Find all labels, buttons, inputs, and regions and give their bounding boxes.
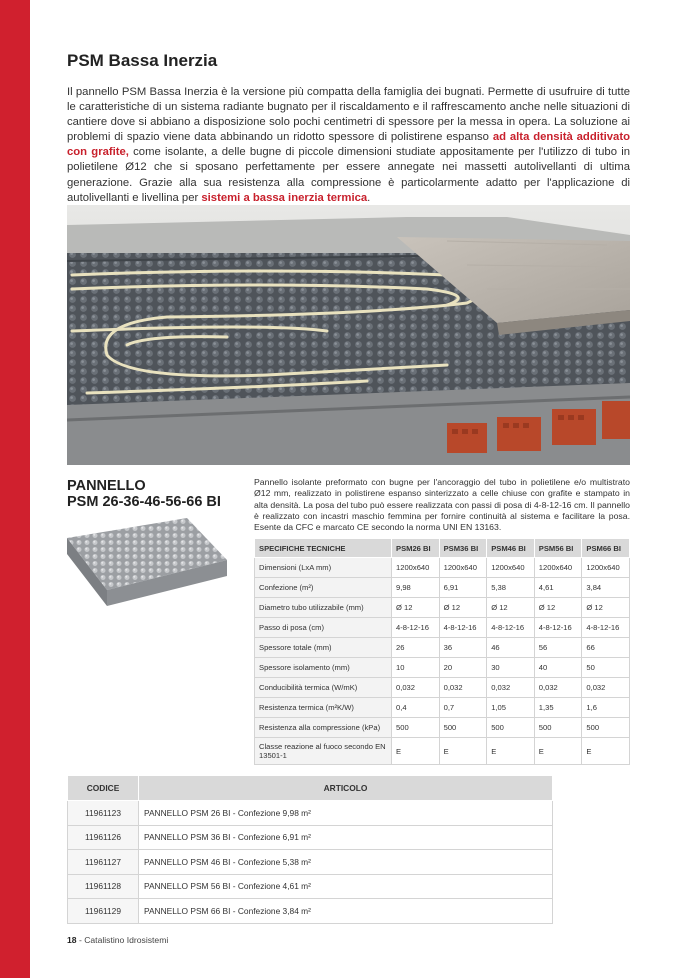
intro-text-1: Il pannello PSM Bassa Inerzia è la versione più compatta della famiglia dei bugnati. Permette di usufruire di tutte le caratteristiche di un sistema radiante bugnato per il riscaldamento e il raffrescamento anche nelle situazioni di cantiere dove si abbiano a disposizione solo pochi centimetri di spessore per la messa in opera. La soluzione ai problemi di spazio viene data abbinando un ridotto spessore di polistirene espanso <box>67 86 630 144</box>
codes-header-row <box>68 776 553 801</box>
codes-header-code: CODICE <box>68 776 139 801</box>
product-article: PANNELLO PSM 26 BI - Confezione 9,98 m² <box>139 801 553 826</box>
panel-description: Pannello isolante preformato con bugne per l'ancoraggio del tubo in polietilene e/o multistrato Ø12 mm, realizzato in polistirene espanso sinterizzato a celle chiuse con grafite e stampato in alta densità. La posa del tubo può essere realizzata con passi di posa di 4-8-12-16 cm. Il pannello è realizzato con incastri maschio femmina per fornire continuità al sistema e facilitare la posa. Esente da CFC e marcato CE secondo la norma UNI EN 13163. <box>254 477 630 533</box>
intro-highlight-1: ad alta densità additivato con grafite, <box>67 131 631 159</box>
specs-cell: 9,98 <box>392 578 440 598</box>
specs-cell: 0,032 <box>534 678 582 698</box>
specs-cell: 5,38 <box>487 578 535 598</box>
specs-cell: 30 <box>487 658 535 678</box>
specs-row <box>255 598 630 618</box>
footer-text: - Catalistino Idrosistemi <box>76 935 169 945</box>
page-footer <box>67 935 168 945</box>
specs-cell: 0,7 <box>439 698 487 718</box>
specs-cell: E <box>534 738 582 765</box>
page-number: 18 <box>67 935 77 945</box>
product-code: 11961129 <box>68 899 139 924</box>
specs-cell: 500 <box>487 718 535 738</box>
specs-cell: 500 <box>534 718 582 738</box>
intro-text-3: . <box>367 191 371 204</box>
specs-cell: 1,6 <box>582 698 630 718</box>
specs-row <box>255 738 630 765</box>
specs-cell: 10 <box>392 658 440 678</box>
codes-row <box>68 825 553 850</box>
specs-cell: 0,4 <box>392 698 440 718</box>
specs-cell: 40 <box>534 658 582 678</box>
codes-body <box>68 801 553 924</box>
specs-cell: 500 <box>439 718 487 738</box>
product-article: PANNELLO PSM 56 BI - Confezione 4,61 m² <box>139 874 553 899</box>
specs-header: PSM26 BI <box>392 539 440 558</box>
intro-text-2: come isolante, a delle bugne di piccole dimensioni studiate appositamente per l'utilizzo di tubo in polietilene Ø12 che si sposano perfettamente per essere annegate nei massetti autolivellanti di ultima generazione. Grazie alla sua resistenza alla compressione è particolarmente adatto per l'applicazione di autolivellanti e livellina per <box>67 146 630 204</box>
panel-title <box>67 478 221 510</box>
specs-body <box>255 558 630 765</box>
specs-row-label: Spessore isolamento (mm) <box>255 658 392 678</box>
specs-cell: 0,032 <box>439 678 487 698</box>
red-side-band <box>0 0 30 978</box>
specs-cell: Ø 12 <box>392 598 440 618</box>
specs-row <box>255 578 630 598</box>
panel-title-line1: PANNELLO <box>67 478 146 494</box>
product-code: 11961123 <box>68 801 139 826</box>
specs-cell: 1200x640 <box>487 558 535 578</box>
installation-photo <box>67 205 630 465</box>
specs-cell: Ø 12 <box>439 598 487 618</box>
specs-cell: E <box>582 738 630 765</box>
codes-row <box>68 874 553 899</box>
intro-paragraph <box>67 85 630 206</box>
specs-row <box>255 658 630 678</box>
specs-header: SPECIFICHE TECNICHE <box>255 539 392 558</box>
specs-cell: 6,91 <box>439 578 487 598</box>
specs-cell: 20 <box>439 658 487 678</box>
specs-row <box>255 558 630 578</box>
specs-cell: E <box>439 738 487 765</box>
specs-cell: 1200x640 <box>392 558 440 578</box>
specs-cell: 1200x640 <box>534 558 582 578</box>
specs-header: PSM56 BI <box>534 539 582 558</box>
specs-header-row <box>255 539 630 558</box>
specs-cell: 1200x640 <box>582 558 630 578</box>
specs-cell: 0,032 <box>487 678 535 698</box>
specs-cell: 50 <box>582 658 630 678</box>
specs-cell: 4-8-12-16 <box>487 618 535 638</box>
specs-row-label: Passo di posa (cm) <box>255 618 392 638</box>
specs-cell: 26 <box>392 638 440 658</box>
specs-row-label: Resistenza termica (m²K/W) <box>255 698 392 718</box>
specs-cell: 500 <box>392 718 440 738</box>
specs-cell: 36 <box>439 638 487 658</box>
specs-cell: 1,35 <box>534 698 582 718</box>
specs-row <box>255 718 630 738</box>
codes-row <box>68 801 553 826</box>
specs-cell: 500 <box>582 718 630 738</box>
specs-cell: 3,84 <box>582 578 630 598</box>
specs-header: PSM36 BI <box>439 539 487 558</box>
specs-cell: E <box>487 738 535 765</box>
specs-row <box>255 638 630 658</box>
specs-cell: 46 <box>487 638 535 658</box>
panel-product-image <box>67 518 227 628</box>
product-article: PANNELLO PSM 46 BI - Confezione 5,38 m² <box>139 850 553 875</box>
specs-cell: 4-8-12-16 <box>534 618 582 638</box>
specs-cell: 4-8-12-16 <box>439 618 487 638</box>
specs-row-label: Resistenza alla compressione (kPa) <box>255 718 392 738</box>
specs-row-label: Spessore totale (mm) <box>255 638 392 658</box>
specs-cell: 4-8-12-16 <box>392 618 440 638</box>
specs-row <box>255 678 630 698</box>
specs-row-label: Dimensioni (LxA mm) <box>255 558 392 578</box>
specs-cell: 1,05 <box>487 698 535 718</box>
specs-cell: 1200x640 <box>439 558 487 578</box>
codes-header-article: ARTICOLO <box>139 776 553 801</box>
codes-table <box>67 775 553 924</box>
specs-cell: Ø 12 <box>534 598 582 618</box>
intro-highlight-2: sistemi a bassa inerzia termica <box>201 191 368 204</box>
product-code: 11961128 <box>68 874 139 899</box>
page-title: PSM Bassa Inerzia <box>67 51 218 70</box>
specs-cell: 4-8-12-16 <box>582 618 630 638</box>
product-code: 11961126 <box>68 825 139 850</box>
specs-table <box>254 538 630 765</box>
specs-row-label: Conducibilità termica (W/mK) <box>255 678 392 698</box>
specs-cell: E <box>392 738 440 765</box>
panel-title-line2: PSM 26-36-46-56-66 BI <box>67 494 221 510</box>
codes-row <box>68 899 553 924</box>
specs-cell: Ø 12 <box>487 598 535 618</box>
specs-row-label: Confezione (m²) <box>255 578 392 598</box>
specs-row-label: Classe reazione al fuoco secondo EN 13501-1 <box>255 738 392 765</box>
codes-row <box>68 850 553 875</box>
specs-cell: 56 <box>534 638 582 658</box>
specs-header: PSM66 BI <box>582 539 630 558</box>
product-article: PANNELLO PSM 66 BI - Confezione 3,84 m² <box>139 899 553 924</box>
specs-row <box>255 698 630 718</box>
specs-row <box>255 618 630 638</box>
specs-cell: 0,032 <box>582 678 630 698</box>
specs-row-label: Diametro tubo utilizzabile (mm) <box>255 598 392 618</box>
specs-header: PSM46 BI <box>487 539 535 558</box>
specs-cell: 66 <box>582 638 630 658</box>
specs-cell: Ø 12 <box>582 598 630 618</box>
product-article: PANNELLO PSM 36 BI - Confezione 6,91 m² <box>139 825 553 850</box>
specs-cell: 4,61 <box>534 578 582 598</box>
product-code: 11961127 <box>68 850 139 875</box>
specs-cell: 0,032 <box>392 678 440 698</box>
